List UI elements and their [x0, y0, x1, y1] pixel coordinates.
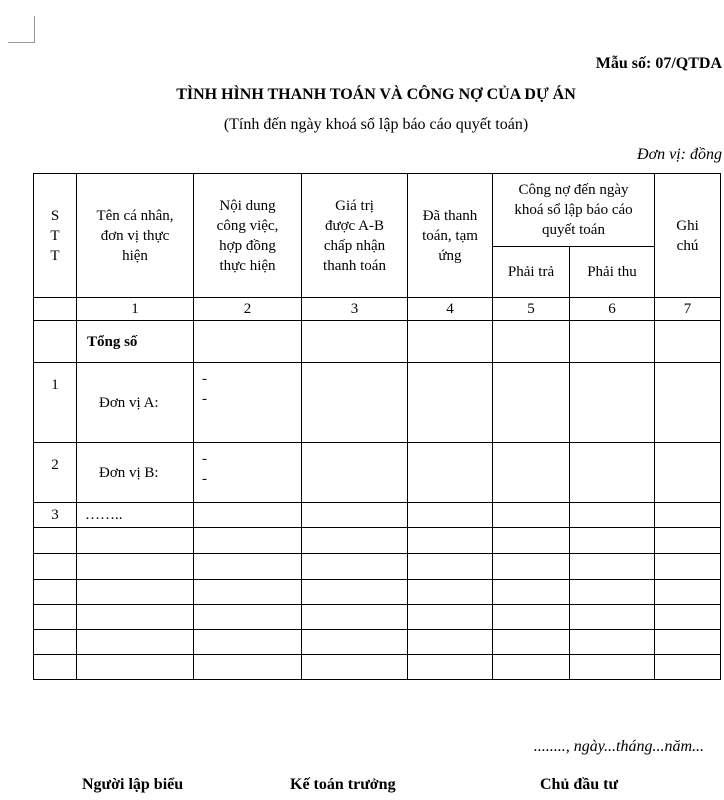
signer-preparer: Người lập biểu: [82, 776, 184, 793]
row-name: ……..: [77, 503, 194, 528]
column-number: 5: [493, 298, 570, 321]
column-number: 1: [77, 298, 194, 321]
header-note: Ghi chú: [655, 174, 721, 298]
currency-unit: Đơn vị: đồng: [637, 146, 722, 163]
total-row: [34, 321, 721, 363]
form-code: Mẫu số: 07/QTDA: [595, 55, 722, 72]
table-row: [34, 363, 721, 443]
header-name: Tên cá nhân, đơn vị thực hiện: [77, 174, 194, 298]
header-paid: Đã thanh toán, tạm ứng: [408, 174, 493, 298]
document-title: TÌNH HÌNH THANH TOÁN VÀ CÔNG NỢ CỦA DỰ ÁN: [176, 86, 576, 103]
empty-row: [34, 580, 721, 605]
column-number: 4: [408, 298, 493, 321]
column-number: 7: [655, 298, 721, 321]
header-content: Nội dung công việc, hợp đồng thực hiện: [194, 174, 302, 298]
header-receivable: Phải thu: [570, 247, 655, 298]
header-stt: S T T: [34, 174, 77, 298]
header-value: Giá trị được A-B chấp nhận thanh toán: [302, 174, 408, 298]
signer-chief-accountant: Kế toán trưởng: [290, 776, 396, 793]
header-debt: Công nợ đến ngày khoá sổ lập báo cáo quyết toán: [493, 174, 655, 247]
header-payable: Phải trả: [493, 247, 570, 298]
row-content: - -: [194, 443, 302, 503]
column-number-blank: [34, 298, 77, 321]
payment-debt-table: [33, 173, 721, 680]
empty-row: [34, 655, 721, 680]
total-label: Tổng số: [77, 321, 194, 363]
column-number: 2: [194, 298, 302, 321]
empty-row: [34, 528, 721, 554]
row-stt: 1: [34, 363, 77, 443]
document-subtitle: (Tính đến ngày khoá sổ lập báo cáo quyết toán): [223, 116, 529, 133]
row-content: - -: [194, 363, 302, 443]
table-row: [34, 503, 721, 528]
signer-investor: Chủ đầu tư: [540, 776, 619, 793]
table-row: [34, 443, 721, 503]
column-number: 6: [570, 298, 655, 321]
row-stt: 2: [34, 443, 77, 503]
row-name: Đơn vị A:: [77, 363, 194, 443]
empty-row: [34, 630, 721, 655]
row-stt: 3: [34, 503, 77, 528]
crop-mark-vertical: [34, 16, 35, 43]
date-line: ........, ngày...tháng...năm...: [533, 738, 704, 755]
crop-mark-horizontal: [8, 42, 34, 43]
empty-row: [34, 554, 721, 580]
row-name: Đơn vị B:: [77, 443, 194, 503]
empty-row: [34, 605, 721, 630]
column-number: 3: [302, 298, 408, 321]
